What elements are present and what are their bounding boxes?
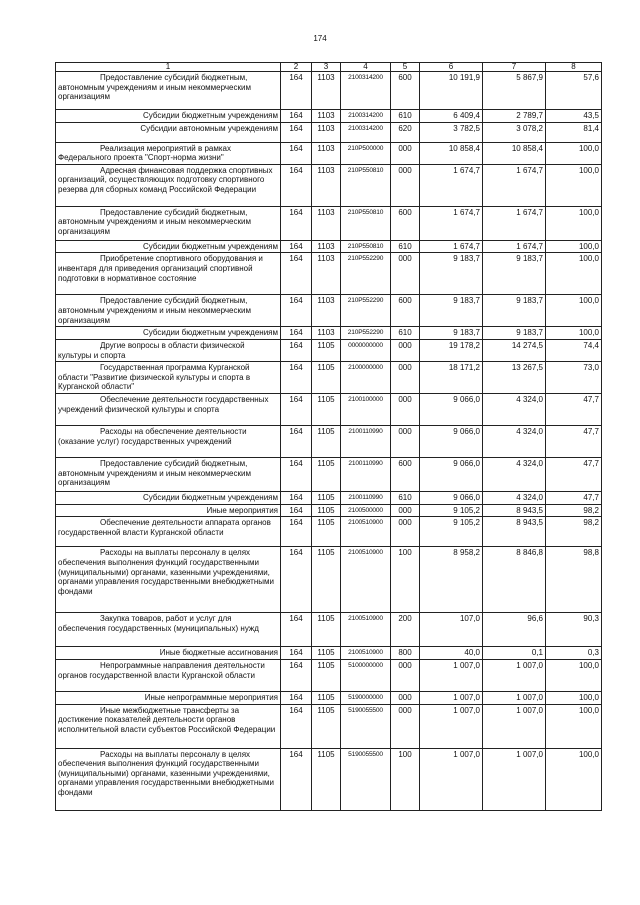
executed-amount-cell: 4 324,0: [483, 492, 546, 505]
row-label: Расходы на обеспечение деятельности (оказание услуг) государственных учреждений: [58, 427, 247, 446]
executed-amount-cell: 4 324,0: [483, 458, 546, 492]
ministry-code-cell: 164: [281, 206, 312, 240]
ministry-code-cell: 164: [281, 647, 312, 660]
expense-type-cell: 600: [391, 295, 420, 327]
execution-percent-cell: 100,0: [546, 691, 602, 704]
ministry-code-cell: 164: [281, 110, 312, 123]
execution-percent-cell: 100,0: [546, 164, 602, 206]
row-label: Иные непрограммные мероприятия: [144, 692, 278, 702]
section-code-cell: 1105: [312, 339, 341, 361]
execution-percent-cell: 90,3: [546, 613, 602, 647]
executed-amount-cell: 14 274,5: [483, 339, 546, 361]
execution-percent-cell: 98,8: [546, 547, 602, 613]
executed-amount-cell: 1 007,0: [483, 691, 546, 704]
ministry-code-cell: 164: [281, 704, 312, 748]
target-article-cell: 210P550810: [341, 206, 391, 240]
name-cell: [56, 72, 281, 110]
row-label: Предоставление субсидий бюджетным, автономным учреждениям и иным некоммерческим организациям: [58, 73, 251, 102]
table-row: [56, 164, 602, 206]
planned-amount-cell: 9 066,0: [420, 426, 483, 458]
row-label: Иные межбюджетные трансферты за достижение показателей деятельности органов исполнительной власти субъектов Российской Федерации: [58, 705, 276, 734]
expense-type-cell: 000: [391, 394, 420, 426]
ministry-code-cell: 164: [281, 659, 312, 691]
executed-amount-cell: 9 183,7: [483, 327, 546, 340]
column-header: 5: [391, 63, 420, 72]
expense-type-cell: 000: [391, 339, 420, 361]
ministry-code-cell: 164: [281, 72, 312, 110]
execution-percent-cell: 73,0: [546, 362, 602, 394]
ministry-code-cell: 164: [281, 240, 312, 253]
executed-amount-cell: 8 943,5: [483, 517, 546, 547]
name-cell: [56, 110, 281, 123]
section-code-cell: 1103: [312, 122, 341, 142]
table-row: [56, 362, 602, 394]
row-label: Государственная программа Курганской области "Развитие физической культуры и спорта в Курганской области": [58, 363, 251, 392]
execution-percent-cell: 100,0: [546, 142, 602, 164]
executed-amount-cell: 1 007,0: [483, 659, 546, 691]
planned-amount-cell: 1 007,0: [420, 659, 483, 691]
table-row: [56, 240, 602, 253]
table-row: [56, 613, 602, 647]
execution-percent-cell: 100,0: [546, 295, 602, 327]
section-code-cell: 1103: [312, 253, 341, 295]
ministry-code-cell: 164: [281, 339, 312, 361]
expense-type-cell: 610: [391, 110, 420, 123]
table-row: [56, 426, 602, 458]
row-label: Закупка товаров, работ и услуг для обеспечения государственных (муниципальных) нужд: [58, 614, 259, 633]
planned-amount-cell: 18 171,2: [420, 362, 483, 394]
expense-type-cell: 800: [391, 647, 420, 660]
expense-type-cell: 000: [391, 164, 420, 206]
page-number: 174: [313, 34, 327, 43]
execution-percent-cell: 57,6: [546, 72, 602, 110]
name-cell: [56, 295, 281, 327]
section-code-cell: 1105: [312, 659, 341, 691]
target-article-cell: 5190055500: [341, 704, 391, 748]
name-cell: [56, 704, 281, 748]
table-row: [56, 206, 602, 240]
row-label: Предоставление субсидий бюджетным, автономным учреждениям и иным некоммерческим организациям: [58, 459, 251, 488]
row-label: Иные мероприятия: [206, 505, 278, 515]
planned-amount-cell: 1 674,7: [420, 164, 483, 206]
name-cell: [56, 240, 281, 253]
execution-percent-cell: 100,0: [546, 327, 602, 340]
column-header: 6: [420, 63, 483, 72]
ministry-code-cell: 164: [281, 547, 312, 613]
ministry-code-cell: 164: [281, 691, 312, 704]
expense-type-cell: 600: [391, 458, 420, 492]
ministry-code-cell: 164: [281, 253, 312, 295]
target-article-cell: 2100110990: [341, 458, 391, 492]
planned-amount-cell: 107,0: [420, 613, 483, 647]
executed-amount-cell: 8 846,8: [483, 547, 546, 613]
section-code-cell: 1103: [312, 72, 341, 110]
planned-amount-cell: 8 958,2: [420, 547, 483, 613]
target-article-cell: 2100510900: [341, 517, 391, 547]
column-header: 7: [483, 63, 546, 72]
row-label: Приобретение спортивного оборудования и инвентаря для приведения организаций спортивной подготовки в нормативное состояние: [58, 254, 263, 283]
name-cell: [56, 547, 281, 613]
name-cell: [56, 164, 281, 206]
expense-type-cell: 100: [391, 748, 420, 810]
execution-percent-cell: 47,7: [546, 458, 602, 492]
target-article-cell: 5190055500: [341, 748, 391, 810]
ministry-code-cell: 164: [281, 122, 312, 142]
target-article-cell: 2100510900: [341, 613, 391, 647]
name-cell: [56, 426, 281, 458]
column-header: 3: [312, 63, 341, 72]
column-header: 8: [546, 63, 602, 72]
name-cell: [56, 253, 281, 295]
target-article-cell: 210P552290: [341, 327, 391, 340]
section-code-cell: 1105: [312, 504, 341, 517]
target-article-cell: 210P500000: [341, 142, 391, 164]
section-code-cell: 1103: [312, 206, 341, 240]
expense-type-cell: 600: [391, 206, 420, 240]
section-code-cell: 1105: [312, 394, 341, 426]
row-label: Субсидии бюджетным учреждениям: [143, 328, 278, 338]
executed-amount-cell: 4 324,0: [483, 426, 546, 458]
table-row: [56, 295, 602, 327]
section-code-cell: 1105: [312, 517, 341, 547]
target-article-cell: 2100110990: [341, 426, 391, 458]
executed-amount-cell: 10 858,4: [483, 142, 546, 164]
ministry-code-cell: 164: [281, 517, 312, 547]
name-cell: [56, 504, 281, 517]
ministry-code-cell: 164: [281, 458, 312, 492]
table-header-row: [56, 63, 602, 72]
planned-amount-cell: 1 007,0: [420, 748, 483, 810]
row-label: Предоставление субсидий бюджетным, автономным учреждениям и иным некоммерческим организациям: [58, 207, 251, 236]
expense-type-cell: 000: [391, 691, 420, 704]
table-row: [56, 748, 602, 810]
section-code-cell: 1105: [312, 426, 341, 458]
table-row: [56, 327, 602, 340]
table-row: [56, 253, 602, 295]
expense-type-cell: 000: [391, 517, 420, 547]
row-label: Субсидии бюджетным учреждениям: [143, 241, 278, 251]
table-row: [56, 122, 602, 142]
row-label: Предоставление субсидий бюджетным, автономным учреждениям и иным некоммерческим организациям: [58, 296, 251, 325]
table-row: [56, 492, 602, 505]
section-code-cell: 1105: [312, 748, 341, 810]
executed-amount-cell: 2 789,7: [483, 110, 546, 123]
section-code-cell: 1103: [312, 164, 341, 206]
target-article-cell: 5100000000: [341, 659, 391, 691]
name-cell: [56, 362, 281, 394]
planned-amount-cell: 9 105,2: [420, 504, 483, 517]
execution-percent-cell: 100,0: [546, 748, 602, 810]
executed-amount-cell: 96,6: [483, 613, 546, 647]
row-label: Обеспечение деятельности государственных учреждений физической культуры и спорта: [58, 395, 269, 414]
table-row: [56, 547, 602, 613]
target-article-cell: 2100000000: [341, 362, 391, 394]
execution-percent-cell: 47,7: [546, 426, 602, 458]
name-cell: [56, 142, 281, 164]
execution-percent-cell: 74,4: [546, 339, 602, 361]
target-article-cell: 0000000000: [341, 339, 391, 361]
planned-amount-cell: 9 066,0: [420, 394, 483, 426]
target-article-cell: 210P552290: [341, 253, 391, 295]
table-row: [56, 517, 602, 547]
executed-amount-cell: 1 674,7: [483, 206, 546, 240]
row-label: Непрограммные направления деятельности органов государственной власти Курганской области: [58, 660, 265, 680]
section-code-cell: 1103: [312, 110, 341, 123]
table-row: [56, 110, 602, 123]
name-cell: [56, 613, 281, 647]
executed-amount-cell: 13 267,5: [483, 362, 546, 394]
name-cell: [56, 206, 281, 240]
execution-percent-cell: 81,4: [546, 122, 602, 142]
planned-amount-cell: 40,0: [420, 647, 483, 660]
execution-percent-cell: 100,0: [546, 659, 602, 691]
section-code-cell: 1105: [312, 691, 341, 704]
ministry-code-cell: 164: [281, 492, 312, 505]
expense-type-cell: 610: [391, 240, 420, 253]
execution-percent-cell: 0,3: [546, 647, 602, 660]
expense-type-cell: 100: [391, 547, 420, 613]
table-row: [56, 704, 602, 748]
ministry-code-cell: 164: [281, 327, 312, 340]
column-header: 2: [281, 63, 312, 72]
expense-type-cell: 600: [391, 72, 420, 110]
row-label: Иные бюджетные ассигнования: [159, 648, 278, 658]
target-article-cell: 210P552290: [341, 295, 391, 327]
section-code-cell: 1103: [312, 240, 341, 253]
executed-amount-cell: 1 674,7: [483, 240, 546, 253]
planned-amount-cell: 10 858,4: [420, 142, 483, 164]
planned-amount-cell: 3 782,5: [420, 122, 483, 142]
row-label: Субсидии бюджетным учреждениям: [143, 111, 278, 120]
execution-percent-cell: 100,0: [546, 253, 602, 295]
planned-amount-cell: 9 105,2: [420, 517, 483, 547]
executed-amount-cell: 8 943,5: [483, 504, 546, 517]
planned-amount-cell: 9 183,7: [420, 253, 483, 295]
table-row: [56, 504, 602, 517]
table-row: [56, 142, 602, 164]
target-article-cell: 210P550810: [341, 164, 391, 206]
expense-type-cell: 000: [391, 659, 420, 691]
execution-percent-cell: 100,0: [546, 240, 602, 253]
name-cell: [56, 122, 281, 142]
planned-amount-cell: 1 007,0: [420, 691, 483, 704]
executed-amount-cell: 1 007,0: [483, 748, 546, 810]
planned-amount-cell: 10 191,9: [420, 72, 483, 110]
section-code-cell: 1103: [312, 327, 341, 340]
table-row: [56, 659, 602, 691]
table-row: [56, 691, 602, 704]
section-code-cell: 1105: [312, 492, 341, 505]
section-code-cell: 1103: [312, 295, 341, 327]
planned-amount-cell: 9 183,7: [420, 295, 483, 327]
name-cell: [56, 458, 281, 492]
name-cell: [56, 492, 281, 505]
ministry-code-cell: 164: [281, 164, 312, 206]
planned-amount-cell: 19 178,2: [420, 339, 483, 361]
ministry-code-cell: 164: [281, 504, 312, 517]
executed-amount-cell: 9 183,7: [483, 295, 546, 327]
expense-type-cell: 610: [391, 327, 420, 340]
name-cell: [56, 394, 281, 426]
executed-amount-cell: 1 674,7: [483, 164, 546, 206]
expense-type-cell: 000: [391, 426, 420, 458]
row-label: Другие вопросы в области физической культуры и спорта: [58, 340, 245, 360]
table-row: [56, 72, 602, 110]
expense-type-cell: 000: [391, 504, 420, 517]
planned-amount-cell: 6 409,4: [420, 110, 483, 123]
ministry-code-cell: 164: [281, 426, 312, 458]
ministry-code-cell: 164: [281, 613, 312, 647]
section-code-cell: 1105: [312, 547, 341, 613]
table-row: [56, 458, 602, 492]
executed-amount-cell: 1 007,0: [483, 704, 546, 748]
target-article-cell: 2100110990: [341, 492, 391, 505]
target-article-cell: 2100500000: [341, 504, 391, 517]
section-code-cell: 1105: [312, 613, 341, 647]
execution-percent-cell: 98,2: [546, 504, 602, 517]
expense-type-cell: 610: [391, 492, 420, 505]
row-label: Субсидии бюджетным учреждениям: [143, 493, 278, 503]
row-label: Расходы на выплаты персоналу в целях обеспечения выполнения функций государственными (муниципальными) органами, казенными учреждениями, органами управления государственными внебюджетными фондами: [58, 548, 274, 596]
expense-type-cell: 000: [391, 704, 420, 748]
executed-amount-cell: 9 183,7: [483, 253, 546, 295]
expense-type-cell: 000: [391, 362, 420, 394]
name-cell: [56, 327, 281, 340]
planned-amount-cell: 1 674,7: [420, 206, 483, 240]
section-code-cell: 1105: [312, 362, 341, 394]
table-row: [56, 647, 602, 660]
planned-amount-cell: 9 066,0: [420, 492, 483, 505]
ministry-code-cell: 164: [281, 748, 312, 810]
budget-table: [55, 62, 602, 811]
planned-amount-cell: 1 007,0: [420, 704, 483, 748]
name-cell: [56, 647, 281, 660]
planned-amount-cell: 9 066,0: [420, 458, 483, 492]
section-code-cell: 1103: [312, 142, 341, 164]
execution-percent-cell: 100,0: [546, 206, 602, 240]
name-cell: [56, 339, 281, 361]
row-label: Субсидии автономным учреждениям: [140, 123, 278, 133]
target-article-cell: 2100314200: [341, 122, 391, 142]
table-body: [56, 72, 602, 811]
row-label: Расходы на выплаты персоналу в целях обеспечения выполнения функций государственными (муниципальными) органами, казенными учреждениями, органами управления государственными внебюджетными фондами: [58, 749, 274, 797]
name-cell: [56, 748, 281, 810]
target-article-cell: 2100314200: [341, 72, 391, 110]
ministry-code-cell: 164: [281, 394, 312, 426]
target-article-cell: 2100100000: [341, 394, 391, 426]
row-label: Реализация мероприятий в рамках Федерального проекта "Спорт-норма жизни": [58, 143, 231, 163]
ministry-code-cell: 164: [281, 362, 312, 394]
name-cell: [56, 691, 281, 704]
name-cell: [56, 517, 281, 547]
section-code-cell: 1105: [312, 458, 341, 492]
execution-percent-cell: 47,7: [546, 492, 602, 505]
row-label: Обеспечение деятельности аппарата органов государственной власти Курганской области: [58, 518, 271, 537]
column-header: 1: [56, 63, 281, 72]
target-article-cell: 2100510900: [341, 647, 391, 660]
expense-type-cell: 200: [391, 613, 420, 647]
expense-type-cell: 000: [391, 142, 420, 164]
target-article-cell: 5190000000: [341, 691, 391, 704]
section-code-cell: 1105: [312, 647, 341, 660]
table-row: [56, 394, 602, 426]
execution-percent-cell: 43,5: [546, 110, 602, 123]
ministry-code-cell: 164: [281, 295, 312, 327]
executed-amount-cell: 5 867,9: [483, 72, 546, 110]
executed-amount-cell: 4 324,0: [483, 394, 546, 426]
planned-amount-cell: 1 674,7: [420, 240, 483, 253]
target-article-cell: 2100510900: [341, 547, 391, 613]
table-row: [56, 339, 602, 361]
executed-amount-cell: 0,1: [483, 647, 546, 660]
expense-type-cell: 620: [391, 122, 420, 142]
column-header: 4: [341, 63, 391, 72]
planned-amount-cell: 9 183,7: [420, 327, 483, 340]
name-cell: [56, 659, 281, 691]
execution-percent-cell: 100,0: [546, 704, 602, 748]
expense-type-cell: 000: [391, 253, 420, 295]
target-article-cell: 210P550810: [341, 240, 391, 253]
target-article-cell: 2100314200: [341, 110, 391, 123]
row-label: Адресная финансовая поддержка спортивных организаций, осуществляющих подготовку спортивного резерва для сборных команд Российской Федерации: [58, 165, 273, 194]
execution-percent-cell: 47,7: [546, 394, 602, 426]
ministry-code-cell: 164: [281, 142, 312, 164]
executed-amount-cell: 3 078,2: [483, 122, 546, 142]
section-code-cell: 1105: [312, 704, 341, 748]
execution-percent-cell: 98,2: [546, 517, 602, 547]
